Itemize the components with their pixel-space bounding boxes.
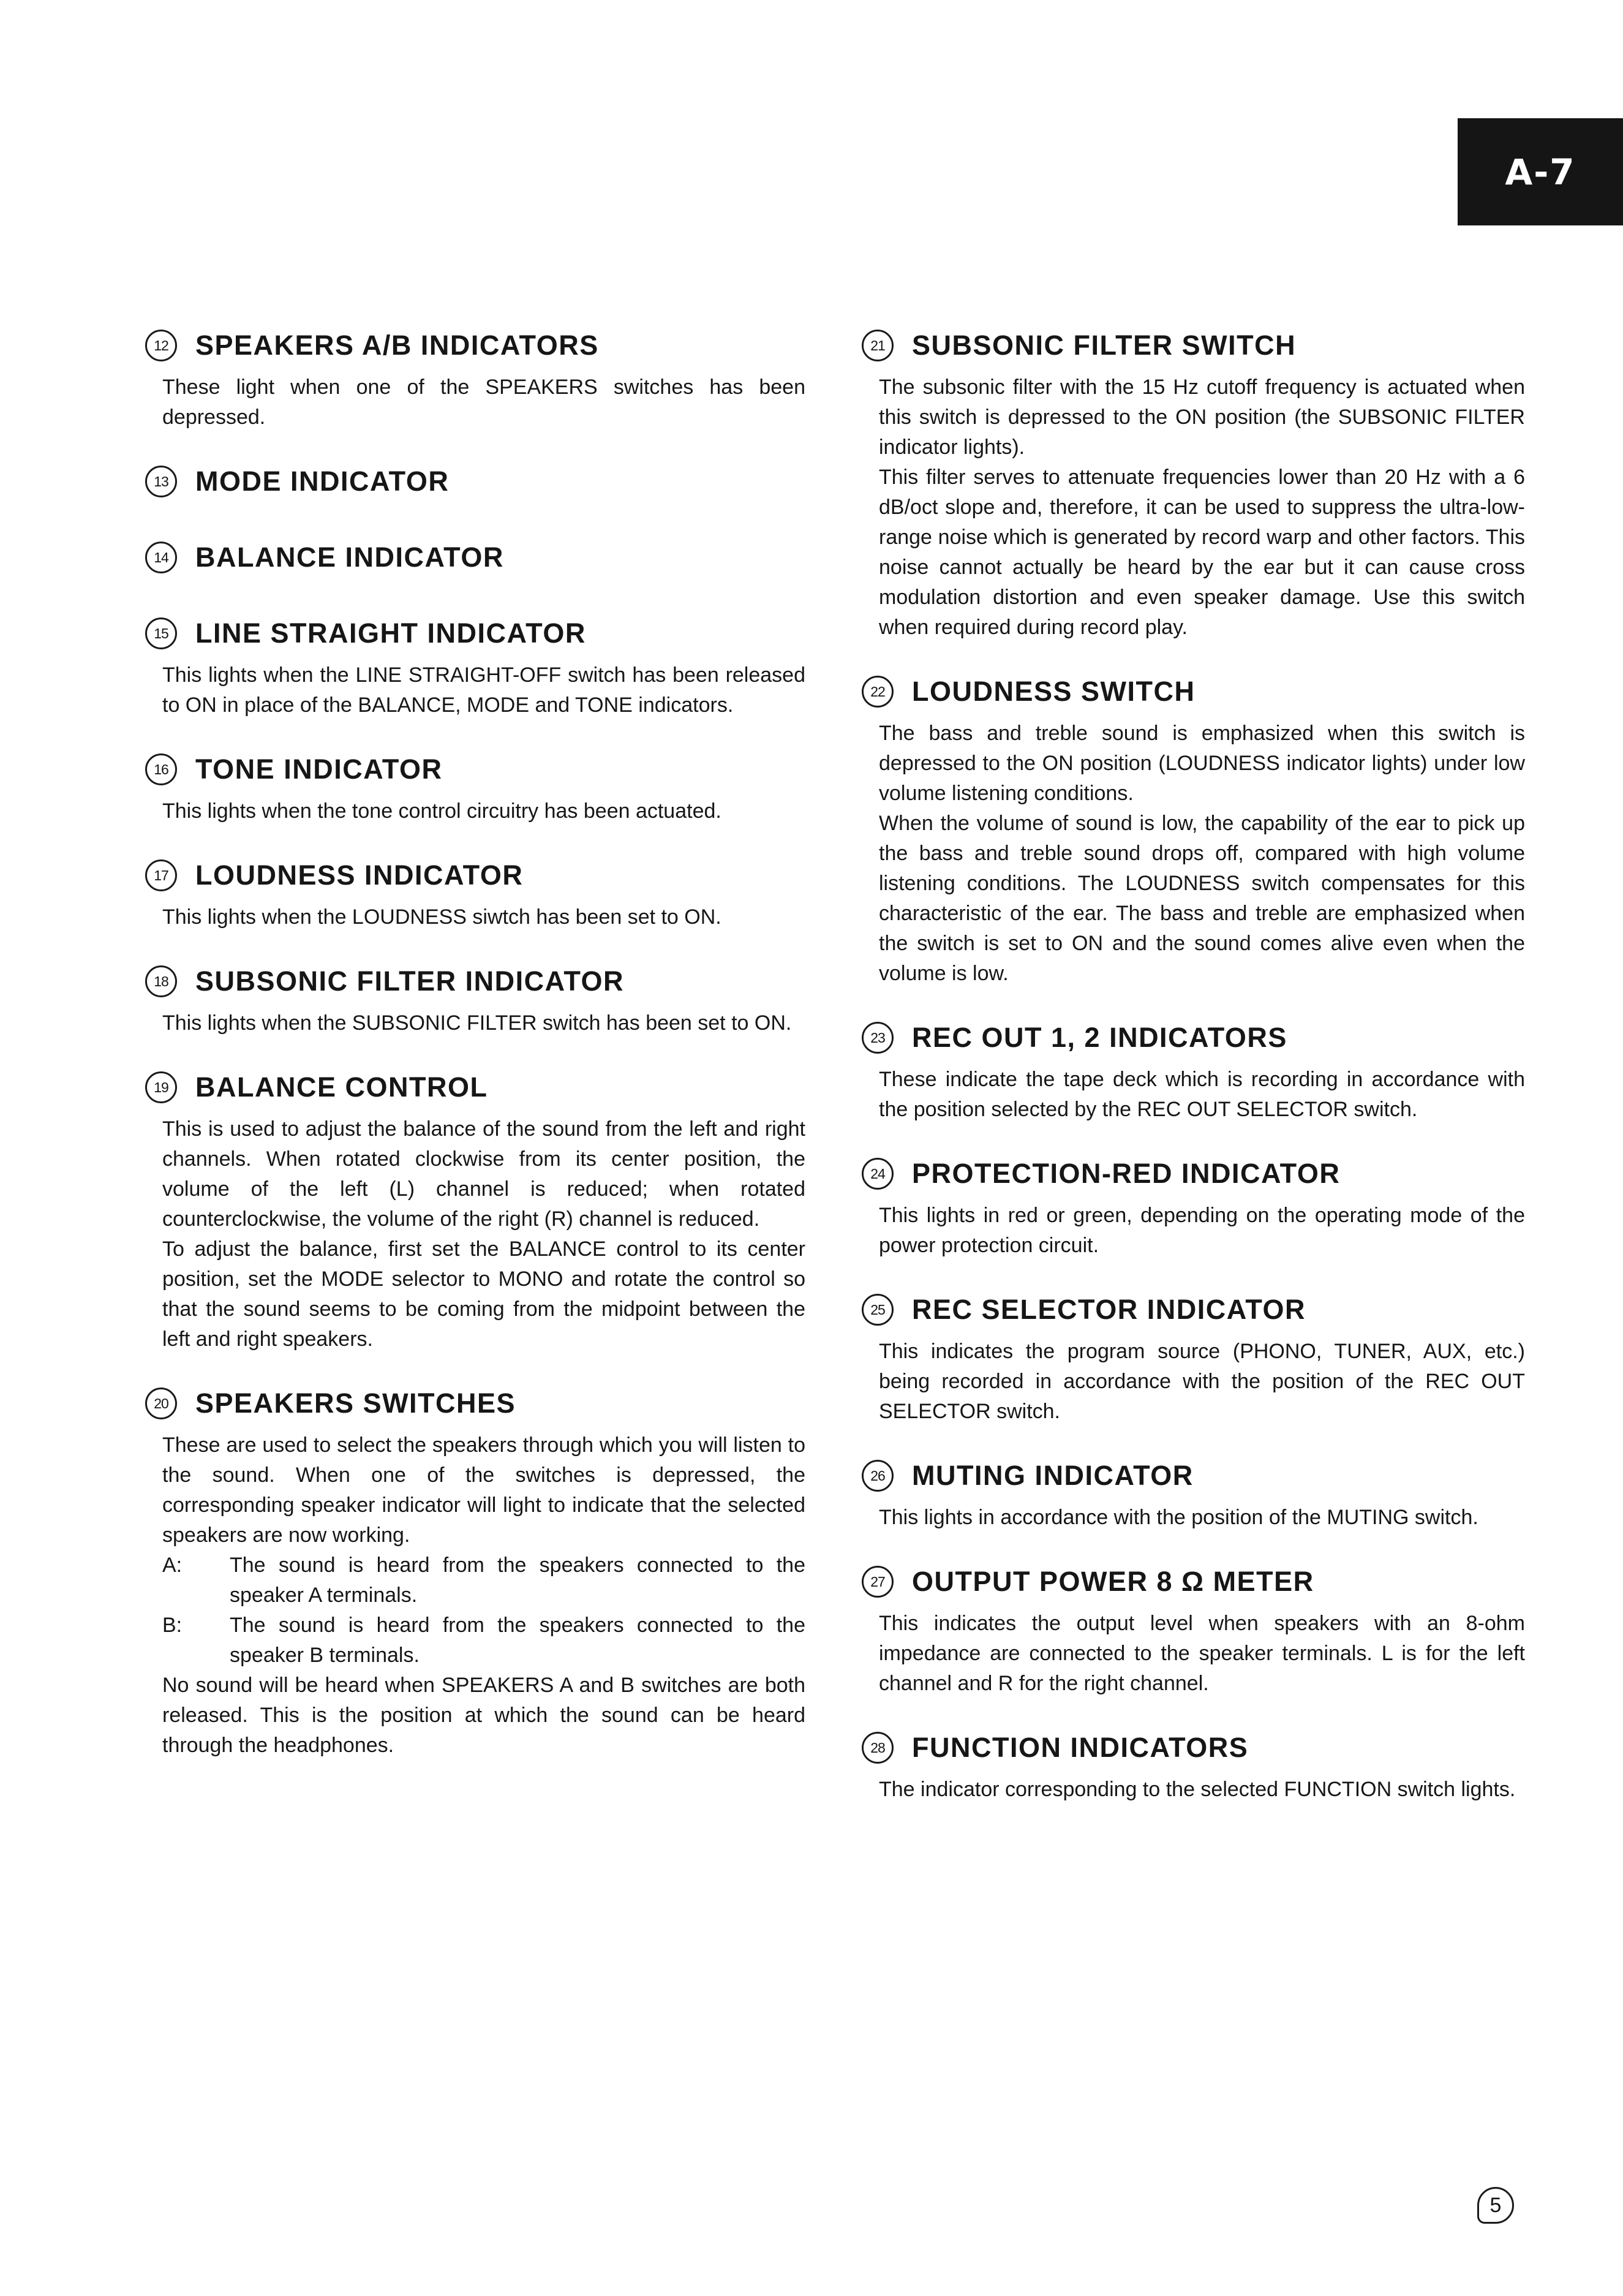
section-heading [138, 1060, 805, 1114]
item-number-badge: 21 [862, 330, 894, 361]
section-title: SUBSONIC FILTER SWITCH [912, 330, 1297, 361]
section-title: MUTING INDICATOR [912, 1460, 1194, 1491]
section-26 [854, 1449, 1525, 1533]
section-21 [854, 319, 1525, 643]
section-body [854, 1503, 1525, 1533]
paragraph: This lights when the SUBSONIC FILTER switch has been set to ON. [162, 1011, 792, 1035]
item-number-badge: 15 [145, 617, 177, 649]
paragraph: These indicate the tape deck which is recording in accordance with the position selected by the REC OUT SELECTOR switch. [879, 1068, 1525, 1121]
section-22 [854, 665, 1525, 989]
section-title: PROTECTION-RED INDICATOR [912, 1158, 1341, 1189]
section-body [854, 1609, 1525, 1699]
section-13 [138, 455, 805, 508]
paragraph: To adjust the balance, first set the BALANCE control to its center position, set the MODE selector to MONO and rotate the control so that the sound seems to be coming from the midpoint between the left and right speakers. [162, 1237, 805, 1351]
list-item [162, 1611, 805, 1671]
section-heading [138, 742, 805, 796]
section-heading [138, 606, 805, 660]
section-heading [854, 1555, 1525, 1609]
section-title: BALANCE INDICATOR [195, 542, 504, 573]
section-heading [138, 954, 805, 1008]
section-heading [138, 848, 805, 902]
section-body [854, 1775, 1525, 1805]
section-title: MODE INDICATOR [195, 466, 450, 497]
section-title: REC OUT 1, 2 INDICATORS [912, 1022, 1287, 1053]
item-number-badge: 17 [145, 859, 177, 891]
section-heading [854, 1721, 1525, 1775]
section-title: LINE STRAIGHT INDICATOR [195, 617, 586, 649]
paragraph: This lights when the LOUDNESS siwtch has been set to ON. [162, 905, 721, 929]
left-column [138, 319, 805, 1783]
section-18 [138, 954, 805, 1038]
item-number-badge: 22 [862, 676, 894, 708]
section-body [854, 372, 1525, 643]
section-19 [138, 1060, 805, 1354]
list-item-key: A: [162, 1554, 183, 1577]
section-12 [138, 319, 805, 432]
item-number-badge: 26 [862, 1460, 894, 1492]
section-title: LOUDNESS INDICATOR [195, 859, 524, 891]
section-28 [854, 1721, 1525, 1805]
item-number-badge: 13 [145, 466, 177, 497]
section-title: TONE INDICATOR [195, 753, 443, 785]
paragraph: This lights when the tone control circuitry has been actuated. [162, 799, 721, 823]
section-20 [138, 1376, 805, 1761]
section-23 [854, 1011, 1525, 1125]
paragraph: This indicates the output level when speakers with an 8-ohm impedance are connected to the speaker terminals. L is for the left channel and R for the right channel. [879, 1612, 1525, 1695]
section-27 [854, 1555, 1525, 1699]
item-number-badge: 28 [862, 1732, 894, 1764]
section-heading [138, 531, 805, 584]
item-number-badge: 25 [862, 1294, 894, 1326]
page-number: 5 [1477, 2187, 1514, 2224]
paragraph: This lights in accordance with the position of the MUTING switch. [879, 1506, 1478, 1529]
paragraph: This is used to adjust the balance of the sound from the left and right channels. When rotated clockwise from its center position, the volume of the left (L) channel is reduced; when rotated counterclockwise, the volume of the right (R) channel is reduced. [162, 1117, 805, 1231]
paragraph: No sound will be heard when SPEAKERS A and B switches are both released. This is the position at which the sound can be heard through the headphones. [162, 1674, 805, 1757]
list-item-text: The sound is heard from the speakers connected to the speaker A terminals. [230, 1554, 805, 1607]
paragraph: This indicates the program source (PHONO, TUNER, AUX, etc.) being recorded in accordance with the position of the REC OUT SELECTOR switch. [879, 1340, 1525, 1423]
section-body [854, 719, 1525, 989]
paragraph: This filter serves to attenuate frequencies lower than 20 Hz with a 6 dB/oct slope and, therefore, it can be used to suppress the ultra-low-range noise which is generated by record warp and other factors. This noise cannot actually be heard by the ear but it can cause cross modulation distortion and even speaker damage. Use this switch when required during record play. [879, 466, 1525, 639]
item-number-badge: 16 [145, 753, 177, 785]
paragraph: This lights when the LINE STRAIGHT-OFF switch has been released to ON in place of the BALANCE, MODE and TONE indicators. [162, 663, 805, 717]
section-title: BALANCE CONTROL [195, 1071, 488, 1103]
item-number-badge: 14 [145, 542, 177, 573]
section-15 [138, 606, 805, 720]
section-title: LOUDNESS SWITCH [912, 676, 1196, 707]
section-heading [138, 1376, 805, 1430]
item-number-badge: 27 [862, 1566, 894, 1598]
section-heading [138, 455, 805, 508]
section-body [138, 660, 805, 720]
paragraph: These are used to select the speakers through which you will listen to the sound. When one of the switches is depressed, the corresponding speaker indicator will light to indicate that the selected speakers are now working. [162, 1433, 805, 1547]
section-body [138, 902, 805, 932]
section-body [138, 1008, 805, 1038]
paragraph: When the volume of sound is low, the capability of the ear to pick up the bass and treble sound drops off, compared with high volume listening conditions. The LOUDNESS switch compensates for this characteristic of the ear. The bass and treble are emphasized when the switch is set to ON and the sound comes alive even when the volume is low. [879, 812, 1525, 985]
item-number-badge: 18 [145, 965, 177, 997]
page-tab: A-7 [1458, 118, 1623, 225]
paragraph: This lights in red or green, depending on the operating mode of the power protection circuit. [879, 1204, 1525, 1257]
section-heading [854, 1449, 1525, 1503]
section-24 [854, 1147, 1525, 1261]
list-item-text: The sound is heard from the speakers connected to the speaker B terminals. [230, 1614, 805, 1667]
item-number-badge: 19 [145, 1071, 177, 1103]
list-item-key: B: [162, 1614, 183, 1637]
item-number-badge: 20 [145, 1388, 177, 1419]
paragraph: These light when one of the SPEAKERS switches has been depressed. [162, 376, 805, 429]
section-14 [138, 531, 805, 584]
section-body [138, 1114, 805, 1354]
paragraph: The subsonic filter with the 15 Hz cutoff frequency is actuated when this switch is depressed to the ON position (the SUBSONIC FILTER indicator lights). [879, 376, 1525, 459]
section-body [854, 1201, 1525, 1261]
item-number-badge: 23 [862, 1022, 894, 1054]
section-heading [854, 1011, 1525, 1065]
section-title: SPEAKERS A/B INDICATORS [195, 330, 599, 361]
section-title: OUTPUT POWER 8 Ω METER [912, 1566, 1314, 1597]
section-heading [138, 319, 805, 372]
section-title: FUNCTION INDICATORS [912, 1732, 1249, 1763]
section-body [854, 1337, 1525, 1427]
item-number-badge: 24 [862, 1158, 894, 1190]
section-title: SPEAKERS SWITCHES [195, 1388, 516, 1419]
section-body [138, 372, 805, 432]
paragraph: The indicator corresponding to the selected FUNCTION switch lights. [879, 1778, 1516, 1801]
section-body [854, 1065, 1525, 1125]
section-heading [854, 1147, 1525, 1201]
section-heading [854, 665, 1525, 719]
item-number-badge: 12 [145, 330, 177, 361]
section-body [138, 796, 805, 826]
section-16 [138, 742, 805, 826]
list-item [162, 1550, 805, 1611]
section-25 [854, 1283, 1525, 1427]
paragraph: The bass and treble sound is emphasized when this switch is depressed to the ON position (LOUDNESS indicator lights) under low volume listening conditions. [879, 722, 1525, 805]
section-title: REC SELECTOR INDICATOR [912, 1294, 1306, 1325]
right-column [854, 319, 1525, 1827]
section-17 [138, 848, 805, 932]
section-title: SUBSONIC FILTER INDICATOR [195, 965, 624, 997]
section-heading [854, 1283, 1525, 1337]
section-heading [854, 319, 1525, 372]
section-body [138, 1430, 805, 1761]
